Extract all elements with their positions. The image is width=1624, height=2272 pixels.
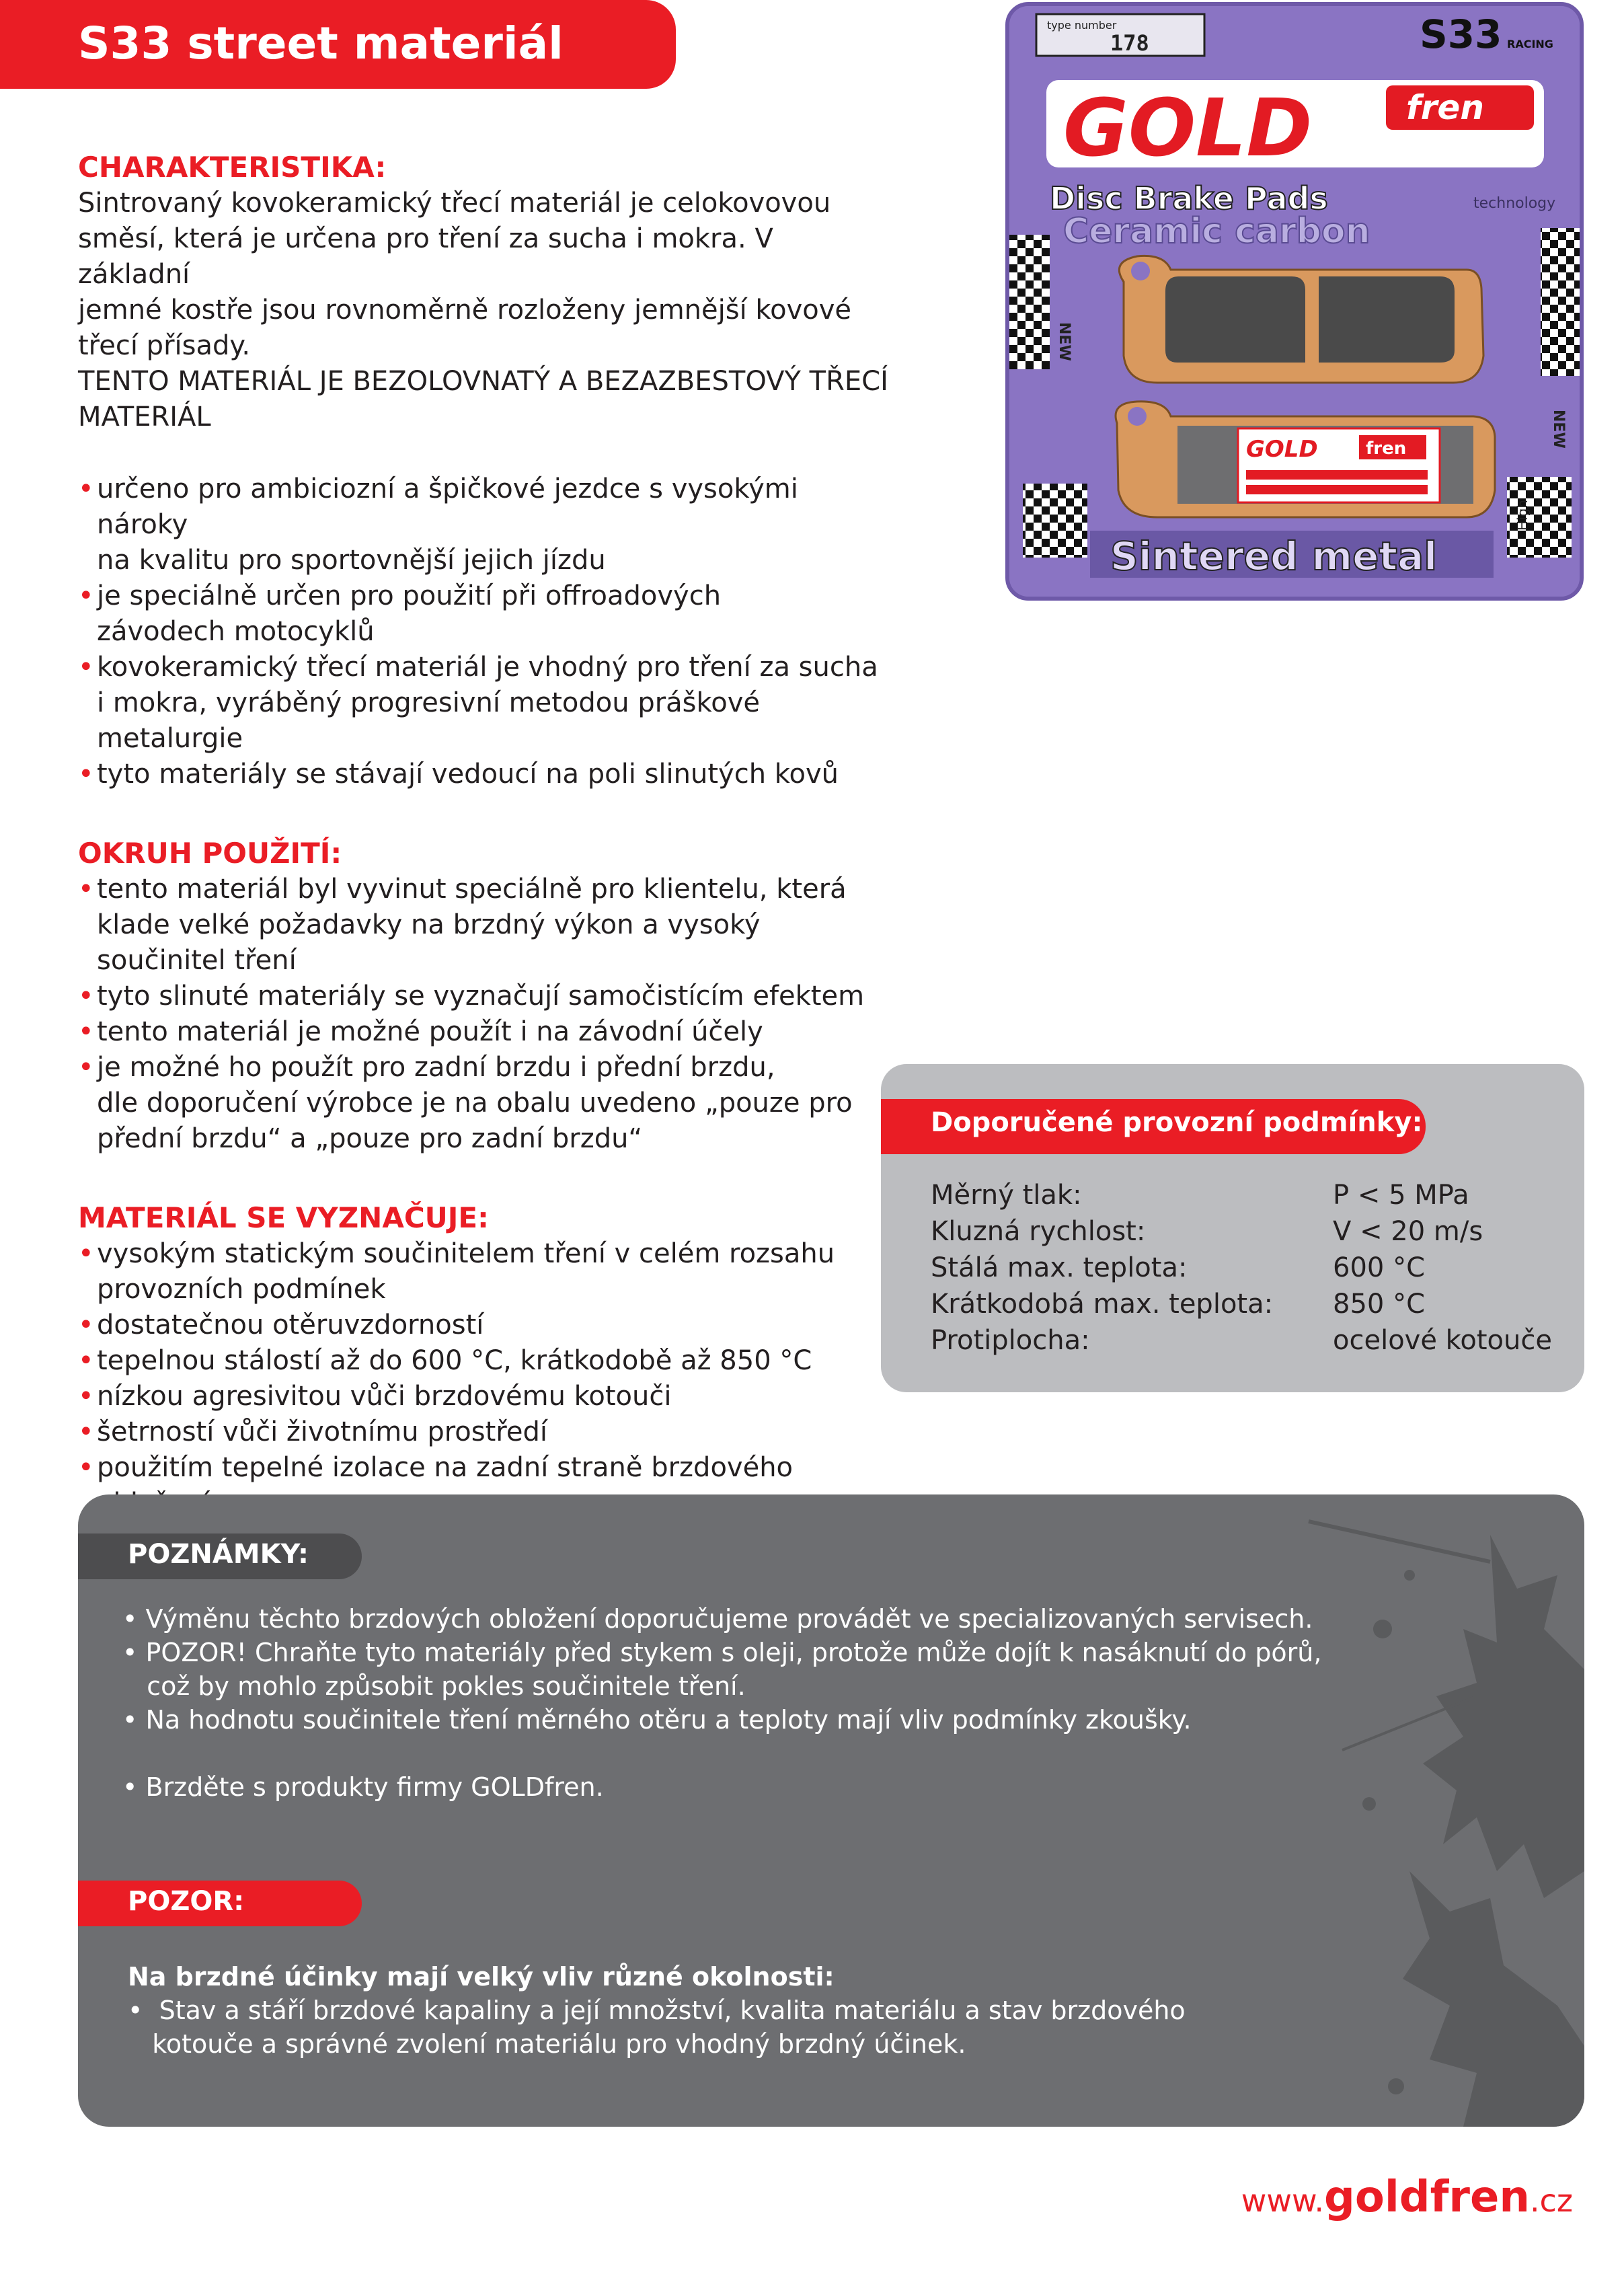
- checker-pattern: [1541, 228, 1580, 376]
- page-title: S33 street materiál: [78, 17, 564, 69]
- pad-hole: [1128, 407, 1147, 426]
- brake-pad-friction-left: [1165, 276, 1305, 363]
- warning-banner: [78, 1881, 362, 1926]
- list-item: • tento materiál je možné použít i na závodní účely: [78, 1014, 892, 1050]
- characteristics-line: třecí přísady.: [78, 330, 251, 361]
- condition-value: P < 5 MPa: [1333, 1180, 1469, 1211]
- list-item: • dostatečnou otěruvzdorností: [78, 1308, 892, 1343]
- splatter-dot: [1404, 1570, 1415, 1581]
- notes-list: [122, 1602, 1454, 1804]
- checker-pattern: [1023, 484, 1087, 558]
- list-item: • určeno pro ambiciozní a špičkové jezdce s vysokými nároky: [78, 471, 892, 543]
- list-item: • tyto slinuté materiály se vyznačují samočistícím efektem: [78, 979, 892, 1014]
- pad-sticker-badge-text: fren: [1366, 439, 1407, 459]
- footer-url-suffix: .cz: [1529, 2183, 1573, 2219]
- characteristics-line: MATERIÁL: [78, 402, 211, 432]
- features-bullets: [78, 1236, 892, 1521]
- package-line-2: Ceramic carbon: [1063, 211, 1370, 252]
- warning-subheading: Na brzdné účinky mají velký vliv různé okolnosti:: [128, 1962, 835, 1992]
- brand-logo: GOLD: [1063, 81, 1313, 174]
- usage-heading: OKRUH POUŽITÍ:: [78, 837, 342, 870]
- list-item: • tento materiál byl vyvinut speciálně pro klientelu, která: [78, 872, 892, 907]
- condition-value: ocelové kotouče: [1333, 1325, 1552, 1356]
- list-item: • použitím tepelné izolace na zadní straně brzdového: [78, 1450, 892, 1486]
- type-number-label: type number: [1047, 19, 1117, 32]
- list-item: • kovokeramický třecí materiál je vhodný pro tření za sucha: [78, 650, 892, 685]
- spacer: [78, 435, 892, 471]
- list-item: • tyto materiály se stávají vedoucí na poli slinutých kovů: [78, 757, 892, 792]
- warning-line: • Stav a stáří brzdové kapaliny a její množství, kvalita materiálu a stav brzdového: [128, 1996, 1186, 2025]
- list-item: závodech motocyklů: [97, 616, 375, 647]
- brake-pad-package-illustration: [1009, 6, 1580, 597]
- condition-value: V < 20 m/s: [1333, 1216, 1483, 1247]
- brand-badge-text: fren: [1406, 88, 1484, 127]
- package-line-1: Disc Brake Pads: [1050, 180, 1328, 217]
- warning-block: [128, 1960, 1338, 2061]
- warning-line: kotouče a správné zvolení materiálu pro vhodný brzdný účinek.: [128, 2029, 966, 2059]
- pad-sticker-brand: GOLD: [1246, 436, 1318, 463]
- footer-url-brand: goldfren: [1324, 2172, 1530, 2222]
- list-item: • šetrností vůči životnímu prostředí: [78, 1414, 892, 1450]
- footer-website-link[interactable]: [1241, 2172, 1573, 2222]
- bullet-dot-icon: •: [78, 1452, 94, 1483]
- warning-heading: POZOR:: [128, 1886, 245, 1917]
- bullet-dot-icon: •: [78, 1416, 94, 1447]
- list-item: dle doporučení výrobce je na obalu uvedeno „pouze pro: [97, 1088, 853, 1119]
- list-item: součinitel tření: [97, 945, 297, 976]
- type-number: 178: [1110, 30, 1149, 56]
- condition-label: Stálá max. teplota:: [931, 1252, 1188, 1283]
- condition-value: 850 °C: [1333, 1289, 1425, 1320]
- condition-label: Kluzná rychlost:: [931, 1216, 1146, 1247]
- list-item: • tepelnou stálostí až do 600 °C, krátkodobě až 850 °C: [78, 1343, 892, 1379]
- pad-hole: [1131, 262, 1150, 280]
- product-code: S33: [1420, 11, 1502, 57]
- condition-label: Měrný tlak:: [931, 1180, 1082, 1211]
- bullet-dot-icon: •: [78, 1238, 94, 1269]
- note-line: což by mohlo způsobit pokles součinitele tření.: [122, 1671, 746, 1701]
- splatter-line: [1309, 1521, 1490, 1562]
- footer-url-prefix: www.: [1241, 2183, 1325, 2219]
- list-item: přední brzdu“ a „pouze pro zadní brzdu“: [97, 1123, 643, 1154]
- checker-pattern: [1009, 235, 1050, 369]
- bullet-dot-icon: •: [78, 981, 94, 1012]
- product-image: [1005, 2, 1584, 601]
- characteristics-line: TENTO MATERIÁL JE BEZOLOVNATÝ A BEZAZBESTOVÝ TŘECÍ: [78, 366, 888, 397]
- side-label-right: NEW: [1550, 410, 1567, 449]
- bullet-dot-icon: •: [78, 874, 94, 905]
- characteristics-line: jemné kostře jsou rovnoměrně rozloženy jemnější kovové: [78, 295, 852, 326]
- list-item: i mokra, vyráběný progresivní metodou práškové metalurgie: [97, 687, 760, 754]
- note-line: • POZOR! Chraňte tyto materiály před stykem s oleji, protože může dojít k nasáknutí do pórů,: [122, 1638, 1322, 1667]
- side-label-high: High: [1514, 500, 1531, 531]
- list-item: klade velké požadavky na brzdný výkon a vysoký: [97, 909, 761, 940]
- pad-sticker-stripe: [1246, 485, 1428, 494]
- bullet-dot-icon: •: [78, 474, 94, 504]
- note-line: • Na hodnotu součinitele tření měrného otěru a teploty mají vliv podmínky zkoušky.: [122, 1705, 1192, 1735]
- spacer: [78, 792, 892, 835]
- list-item: provozních podmínek: [97, 1274, 386, 1305]
- pad-sticker-stripe: [1246, 470, 1428, 480]
- title-banner: [0, 0, 676, 89]
- characteristics-line: Sintrovaný kovokeramický třecí materiál je celokovovou: [78, 188, 831, 219]
- usage-bullets: [78, 872, 892, 1157]
- bullet-dot-icon: •: [78, 580, 94, 611]
- list-item: • je možné ho použít pro zadní brzdu i přední brzdu,: [78, 1050, 892, 1086]
- package-bottom-label: Sintered metal: [1110, 533, 1438, 579]
- notes-banner: [78, 1533, 362, 1579]
- bullet-dot-icon: •: [78, 759, 94, 790]
- list-item: na kvalitu pro sportovnější jejich jízdu: [97, 545, 606, 576]
- bullet-dot-icon: •: [78, 1310, 94, 1340]
- notes-heading: POZNÁMKY:: [128, 1539, 309, 1570]
- bullet-dot-icon: •: [78, 1345, 94, 1376]
- note-line: • Brzděte s produkty firmy GOLDfren.: [122, 1772, 604, 1802]
- list-item: • nízkou agresivitou vůči brzdovému kotouči: [78, 1379, 892, 1414]
- left-column: [78, 149, 892, 1521]
- bullet-dot-icon: •: [78, 1052, 94, 1083]
- condition-label: Protiplocha:: [931, 1325, 1090, 1356]
- operating-conditions-card: [881, 1064, 1584, 1392]
- package-technology: technology: [1473, 195, 1556, 212]
- list-item: • vysokým statickým součinitelem tření v celém rozsahu: [78, 1236, 892, 1272]
- condition-label: Krátkodobá max. teplota:: [931, 1289, 1274, 1320]
- conditions-banner: [881, 1099, 1426, 1154]
- characteristics-heading: CHARAKTERISTIKA:: [78, 151, 387, 184]
- spacer: [78, 1157, 892, 1200]
- bullet-dot-icon: •: [78, 652, 94, 683]
- notes-panel: [78, 1494, 1584, 2127]
- splatter-shape: [1403, 1871, 1584, 2127]
- note-line: • Výměnu těchto brzdových obložení doporučujeme provádět ve specializovaných servisech.: [122, 1604, 1313, 1634]
- bullet-dot-icon: •: [78, 1016, 94, 1047]
- characteristics-bullets: [78, 471, 892, 792]
- note-line: [122, 1737, 1454, 1770]
- product-code-sub: RACING: [1507, 38, 1553, 50]
- features-heading: MATERIÁL SE VYZNAČUJE:: [78, 1201, 489, 1234]
- brake-pad-friction-right: [1319, 276, 1455, 363]
- list-item: • je speciálně určen pro použití při offroadových: [78, 578, 892, 614]
- splatter-dot: [1388, 2078, 1404, 2094]
- bullet-dot-icon: •: [78, 1381, 94, 1412]
- characteristics-line: směsí, která je určena pro tření za sucha i mokra. V základní: [78, 223, 773, 290]
- conditions-title: Doporučené provozní podmínky:: [931, 1107, 1423, 1138]
- condition-value: 600 °C: [1333, 1252, 1425, 1283]
- side-label-left: NEW: [1056, 322, 1073, 361]
